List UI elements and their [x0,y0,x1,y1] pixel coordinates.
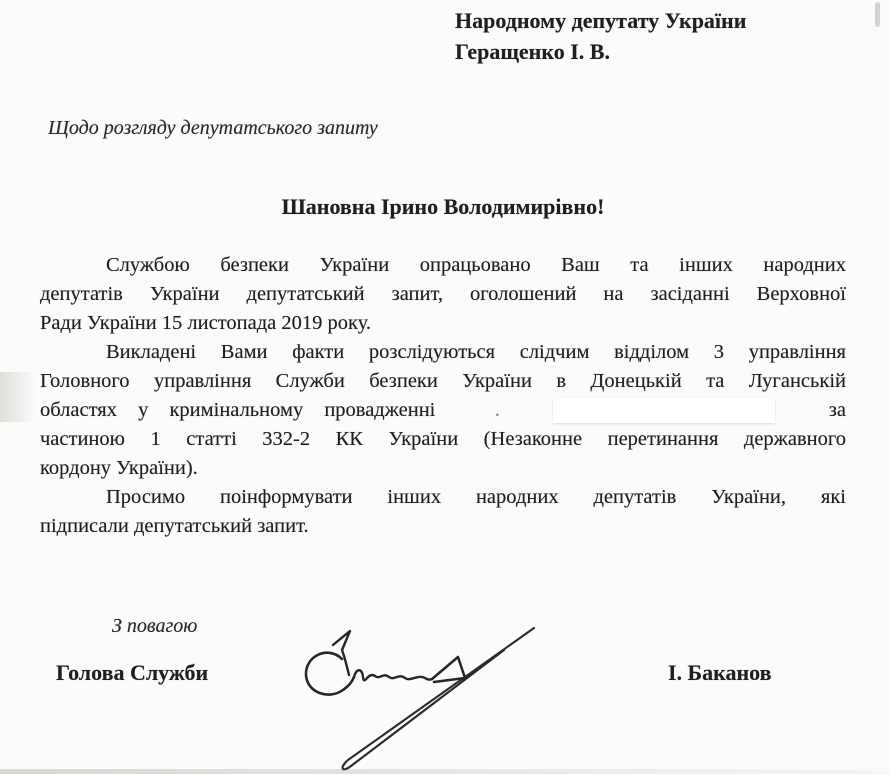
salutation: Шановна Ірино Володимирівно! [281,194,605,219]
signer-name: І. Баканов [668,660,772,685]
valediction: З повагою [112,615,198,637]
letter-body [40,251,846,541]
redaction-box [553,398,775,423]
body-line: частиною 1 статті 332-2 КК України (Незаконне перетинання державного [40,428,846,450]
handwritten-signature-icon [292,620,542,772]
body-line: кордону України). [40,457,198,479]
redacted-line-text-after: за [828,399,846,421]
recipient-line: Геращенко І. В. [455,39,610,64]
signer-title: Голова Служби [56,660,209,685]
body-line: депутатів України депутатський запит, оголошений на засіданні Верховної [40,283,846,305]
body-line-with-redaction [40,396,846,425]
recipient-block [455,5,746,67]
body-line: Службою безпеки України опрацьовано Ваш та інших народних [106,254,846,276]
body-line: Головного управління Служби безпеки України в Донецькій та Луганській [40,370,846,392]
redacted-line-text-before: областях у кримінальному провадженні [40,399,436,421]
subject-line: Щодо розгляду депутатського запиту [48,117,378,139]
scan-smudge-artifact [0,372,36,422]
body-line: Просимо поінформувати інших народних депутатів України, які [106,486,846,508]
recipient-line: Народному депутату України [455,8,747,33]
scan-smudge-artifact [875,2,880,27]
body-line: Ради України 15 листопада 2019 року. [40,312,372,334]
scan-stray-mark: . [494,399,500,421]
body-line: Викладені Вами факти розслідуються слідчим відділом 3 управління [106,341,846,363]
body-line: підписали депутатський запит. [40,515,309,537]
scan-edge-shadow [0,769,889,774]
